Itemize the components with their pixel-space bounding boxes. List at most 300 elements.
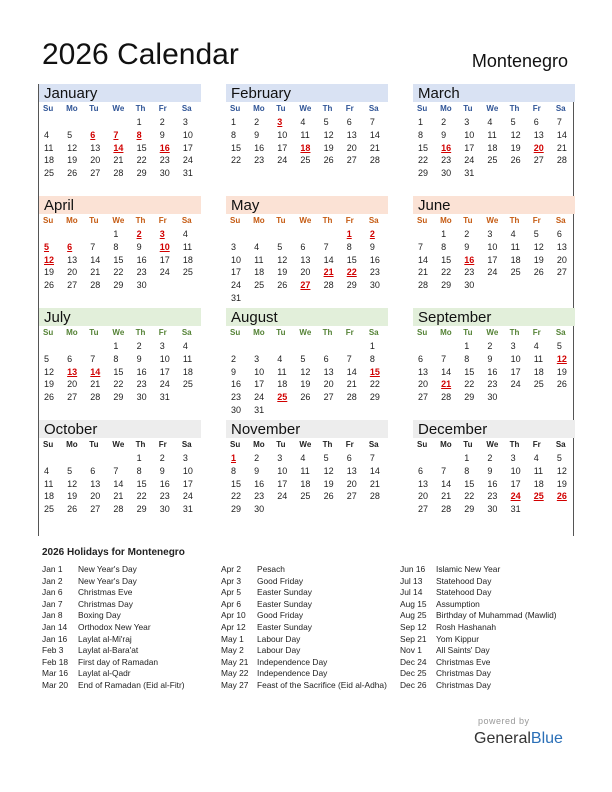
day-cell: 11 [533, 465, 544, 476]
day-cell: 17 [510, 478, 521, 489]
holiday-item [400, 668, 578, 680]
day-cell: 6 [346, 453, 352, 463]
day-cell: 20 [300, 267, 311, 278]
weekday-label: Mo [66, 328, 78, 337]
weekday-label: Su [417, 440, 428, 449]
weekday-label: Tu [89, 216, 99, 225]
weekday-label: Tu [276, 440, 286, 449]
day-grid [39, 452, 201, 516]
day-cell: 29 [346, 280, 357, 291]
day-cell: 21 [113, 491, 124, 502]
day-cell: 21 [369, 478, 380, 489]
day-cell: 17 [464, 142, 475, 153]
day-cell: 11 [300, 465, 310, 476]
day-cell: 28 [369, 155, 380, 166]
holiday-item [400, 576, 578, 588]
day-cell: 28 [441, 504, 452, 515]
holiday-date: Jul 14 [400, 587, 423, 598]
day-cell: 16 [487, 366, 498, 377]
weekday-label: Tu [463, 328, 473, 337]
weekday-label: Su [230, 440, 241, 449]
day-cell: 23 [254, 491, 265, 502]
holiday-item [400, 680, 578, 692]
day-cell: 24 [464, 155, 475, 166]
holiday-name: End of Ramadan (Eid al-Fitr) [78, 679, 185, 690]
weekday-row [413, 214, 575, 228]
month-august [226, 308, 388, 417]
day-cell: 22 [464, 491, 475, 502]
day-cell: 24 [231, 280, 242, 291]
weekday-label: Sa [368, 440, 379, 449]
day-grid [39, 116, 201, 180]
month-october [39, 420, 201, 516]
day-cell: 14 [441, 366, 452, 377]
empty-cell [436, 340, 459, 353]
month-march [413, 84, 575, 180]
holiday-day-cell: 18 [300, 142, 311, 153]
day-cell: 27 [323, 392, 334, 403]
weekday-label: We [299, 328, 312, 337]
day-cell: 25 [487, 155, 498, 166]
day-cell: 15 [464, 366, 475, 377]
day-cell: 6 [418, 353, 424, 364]
day-cell: 9 [369, 241, 375, 252]
holiday-name: Christmas Day [78, 598, 133, 609]
day-cell: 18 [182, 366, 193, 377]
day-cell: 23 [487, 491, 498, 502]
month-may [226, 196, 388, 305]
day-cell: 24 [159, 379, 170, 390]
weekday-label: Mo [253, 216, 265, 225]
day-cell: 15 [231, 142, 242, 153]
weekday-row [226, 102, 388, 116]
day-grid [226, 116, 388, 167]
empty-cell [226, 228, 249, 241]
holiday-name: Laylat al-Mi'raj [78, 633, 132, 644]
day-cell: 22 [113, 379, 124, 390]
empty-cell [108, 116, 131, 129]
day-cell: 13 [346, 129, 357, 140]
day-cell: 5 [44, 353, 50, 364]
day-cell: 7 [90, 353, 96, 364]
day-cell: 24 [254, 392, 265, 403]
holiday-item [221, 576, 399, 588]
holiday-item [42, 657, 220, 669]
day-cell: 16 [254, 142, 265, 153]
holiday-name: Christmas Eve [436, 656, 491, 667]
day-cell: 12 [556, 465, 567, 476]
holiday-date: May 1 [221, 633, 244, 644]
day-cell: 14 [323, 254, 334, 265]
day-cell: 4 [182, 229, 188, 239]
empty-cell [85, 452, 108, 465]
holiday-name: Christmas Day [436, 679, 491, 690]
holiday-day-cell: 3 [277, 117, 283, 127]
day-cell: 27 [346, 155, 357, 166]
day-cell: 11 [44, 478, 54, 489]
day-cell: 5 [323, 117, 329, 127]
month-header: September [413, 308, 575, 326]
day-cell: 10 [510, 465, 521, 476]
day-cell: 1 [418, 117, 424, 127]
day-cell: 2 [487, 341, 493, 351]
day-cell: 25 [300, 491, 311, 502]
day-cell: 25 [182, 379, 193, 390]
weekday-label: Sa [555, 328, 566, 337]
weekday-label: Fr [345, 440, 354, 449]
weekday-label: Fr [345, 104, 354, 113]
weekday-row [39, 326, 201, 340]
holiday-date: Jan 1 [42, 564, 63, 574]
holiday-day-cell: 12 [44, 254, 55, 265]
calendar-grid [38, 84, 574, 536]
day-cell: 13 [67, 254, 78, 265]
empty-cell [62, 116, 85, 129]
holiday-item [400, 634, 578, 646]
day-cell: 17 [159, 254, 170, 265]
weekday-label: Th [322, 104, 333, 113]
holiday-date: Jan 14 [42, 621, 68, 632]
day-cell: 30 [159, 168, 170, 179]
holiday-name: Feast of the Sacrifice (Eid al-Adha) [257, 679, 387, 690]
holiday-item [42, 680, 220, 692]
day-cell: 15 [113, 254, 124, 265]
empty-cell [62, 228, 85, 241]
day-cell: 27 [556, 267, 567, 278]
holiday-day-cell: 12 [556, 353, 567, 364]
empty-cell [85, 228, 108, 241]
day-cell: 4 [182, 341, 188, 351]
holiday-date: Jan 8 [42, 610, 63, 621]
day-cell: 18 [44, 155, 55, 166]
day-cell: 20 [67, 379, 78, 390]
day-cell: 3 [254, 353, 260, 364]
day-cell: 21 [113, 155, 124, 166]
month-september [413, 308, 575, 404]
day-cell: 12 [300, 366, 311, 377]
brand-logo[interactable] [474, 730, 563, 748]
day-cell: 24 [277, 155, 288, 166]
empty-cell [62, 340, 85, 353]
holiday-day-cell: 21 [323, 267, 334, 278]
holiday-name: Orthodox New Year [78, 621, 151, 632]
day-cell: 7 [441, 353, 447, 364]
weekday-label: Tu [463, 216, 473, 225]
day-cell: 5 [323, 453, 329, 463]
weekday-label: We [486, 216, 499, 225]
day-cell: 19 [556, 366, 567, 377]
empty-cell [295, 340, 318, 353]
day-cell: 13 [533, 129, 544, 140]
day-cell: 30 [136, 392, 147, 403]
day-cell: 4 [44, 465, 50, 476]
empty-cell [39, 116, 62, 129]
day-cell: 13 [418, 366, 429, 377]
weekday-row [226, 438, 388, 452]
day-cell: 20 [90, 491, 101, 502]
weekday-label: We [299, 104, 312, 113]
day-cell: 29 [136, 504, 147, 515]
day-cell: 28 [418, 280, 429, 291]
day-cell: 6 [346, 117, 352, 127]
holiday-item [221, 634, 399, 646]
day-cell: 14 [113, 478, 124, 489]
weekday-label: Fr [345, 216, 354, 225]
day-cell: 17 [231, 267, 242, 278]
day-cell: 23 [369, 267, 380, 278]
day-cell: 13 [346, 465, 357, 476]
empty-cell [249, 228, 272, 241]
holiday-date: May 2 [221, 645, 244, 656]
day-cell: 9 [159, 465, 165, 476]
holiday-date: Mar 16 [42, 668, 69, 679]
weekday-label: Su [230, 104, 241, 113]
day-cell: 27 [418, 392, 429, 403]
day-cell: 13 [556, 241, 567, 252]
holiday-day-cell: 13 [67, 366, 78, 377]
holiday-name: Boxing Day [78, 610, 121, 621]
day-cell: 3 [231, 241, 237, 252]
day-cell: 30 [159, 504, 170, 515]
weekday-row [413, 102, 575, 116]
day-cell: 9 [136, 241, 142, 252]
month-january [39, 84, 201, 180]
day-cell: 9 [254, 129, 260, 140]
holiday-date: May 21 [221, 656, 249, 667]
day-cell: 2 [136, 341, 142, 351]
holiday-date: Dec 24 [400, 656, 427, 667]
weekday-label: Sa [181, 104, 192, 113]
day-cell: 7 [556, 117, 562, 127]
holiday-date: Sep 21 [400, 633, 427, 644]
day-cell: 25 [300, 155, 311, 166]
day-cell: 2 [231, 353, 237, 364]
holiday-date: Apr 3 [221, 575, 242, 586]
holiday-day-cell: 7 [113, 129, 119, 140]
day-cell: 2 [254, 453, 260, 463]
day-grid [39, 228, 201, 292]
day-cell: 14 [556, 129, 567, 140]
day-cell: 31 [159, 392, 170, 403]
empty-cell [413, 228, 436, 241]
holiday-date: Jan 7 [42, 598, 63, 609]
day-cell: 21 [556, 142, 567, 153]
holiday-item [221, 587, 399, 599]
holiday-date: Jul 13 [400, 575, 423, 586]
weekday-label: We [486, 104, 499, 113]
day-cell: 31 [510, 504, 521, 515]
day-cell: 31 [182, 168, 193, 179]
day-grid [226, 340, 388, 417]
day-cell: 10 [277, 129, 288, 140]
holiday-item [42, 622, 220, 634]
day-cell: 15 [136, 142, 147, 153]
day-cell: 23 [159, 155, 170, 166]
weekday-label: We [112, 104, 125, 113]
empty-cell [436, 452, 459, 465]
weekday-label: Th [509, 328, 520, 337]
weekday-label: Su [417, 328, 428, 337]
day-cell: 3 [159, 341, 165, 351]
day-cell: 6 [323, 353, 329, 364]
weekday-label: Fr [158, 328, 167, 337]
day-cell: 4 [533, 453, 539, 463]
day-cell: 30 [231, 404, 242, 415]
day-cell: 30 [487, 392, 498, 403]
holiday-item [221, 645, 399, 657]
day-cell: 14 [441, 478, 452, 489]
day-cell: 4 [254, 241, 260, 252]
day-cell: 8 [136, 465, 142, 476]
day-cell: 8 [113, 241, 119, 252]
day-cell: 13 [300, 254, 311, 265]
day-cell: 26 [556, 379, 567, 390]
weekday-label: Mo [66, 440, 78, 449]
day-cell: 7 [369, 117, 375, 127]
brand-blue: Blue [530, 730, 563, 747]
holiday-day-cell: 8 [136, 129, 142, 140]
month-header: February [226, 84, 388, 102]
day-cell: 2 [464, 229, 470, 239]
holiday-day-cell: 2 [136, 229, 142, 239]
weekday-label: Tu [463, 104, 473, 113]
day-cell: 17 [277, 478, 288, 489]
weekday-label: We [112, 440, 125, 449]
weekday-label: Tu [463, 440, 473, 449]
holiday-date: Mar 20 [42, 679, 69, 690]
empty-cell [39, 228, 62, 241]
day-cell: 5 [510, 117, 516, 127]
day-cell: 9 [231, 366, 237, 377]
day-cell: 4 [300, 117, 306, 127]
day-cell: 7 [90, 241, 96, 252]
holiday-name: Easter Sunday [257, 587, 312, 598]
holiday-item [221, 657, 399, 669]
month-header: June [413, 196, 575, 214]
day-cell: 8 [231, 129, 237, 140]
holiday-name: First day of Ramadan [78, 656, 159, 667]
day-cell: 31 [182, 504, 193, 515]
day-cell: 18 [487, 142, 498, 153]
day-cell: 8 [441, 241, 447, 252]
day-cell: 4 [510, 229, 516, 239]
holiday-name: New Year's Day [78, 575, 137, 586]
day-cell: 23 [136, 267, 147, 278]
day-cell: 24 [510, 379, 521, 390]
day-cell: 8 [369, 353, 375, 364]
day-cell: 10 [464, 129, 475, 140]
day-grid [413, 116, 575, 180]
weekday-label: Sa [181, 328, 192, 337]
day-cell: 27 [67, 392, 78, 403]
empty-cell [249, 340, 272, 353]
day-cell: 11 [533, 353, 544, 364]
day-cell: 26 [44, 392, 55, 403]
weekday-label: Th [322, 216, 333, 225]
day-cell: 23 [254, 155, 265, 166]
day-cell: 24 [182, 155, 193, 166]
day-cell: 30 [369, 280, 380, 291]
day-cell: 24 [182, 491, 193, 502]
day-cell: 2 [487, 453, 493, 463]
holiday-date: Feb 18 [42, 656, 69, 667]
day-cell: 20 [418, 379, 429, 390]
weekday-label: We [299, 216, 312, 225]
holiday-column-2 [221, 564, 399, 692]
holiday-date: Dec 26 [400, 679, 427, 690]
day-cell: 29 [113, 392, 124, 403]
day-cell: 11 [182, 241, 193, 252]
day-cell: 20 [346, 142, 357, 153]
day-cell: 5 [277, 241, 283, 252]
day-cell: 4 [300, 453, 306, 463]
day-cell: 8 [418, 129, 424, 140]
weekday-label: Mo [440, 440, 452, 449]
day-cell: 13 [418, 478, 429, 489]
day-cell: 21 [90, 267, 101, 278]
weekday-label: Th [135, 104, 146, 113]
day-cell: 10 [487, 241, 498, 252]
day-cell: 4 [277, 353, 283, 364]
holiday-date: Feb 3 [42, 645, 64, 656]
day-cell: 10 [231, 254, 242, 265]
day-cell: 13 [323, 366, 334, 377]
empty-cell [39, 340, 62, 353]
day-cell: 18 [533, 478, 544, 489]
holiday-day-cell: 6 [90, 129, 96, 140]
holiday-column-1 [42, 564, 220, 692]
holiday-date: Apr 5 [221, 587, 242, 598]
day-cell: 1 [113, 229, 119, 239]
holiday-day-cell: 14 [113, 142, 124, 153]
day-cell: 15 [346, 254, 357, 265]
day-cell: 17 [182, 478, 193, 489]
month-april [39, 196, 201, 292]
day-cell: 18 [44, 491, 55, 502]
day-cell: 2 [441, 117, 447, 127]
day-cell: 25 [182, 267, 193, 278]
holiday-name: Independence Day [257, 656, 328, 667]
weekday-row [413, 326, 575, 340]
day-cell: 8 [231, 465, 237, 476]
empty-cell [108, 452, 131, 465]
day-cell: 28 [90, 392, 101, 403]
day-cell: 20 [418, 491, 429, 502]
day-cell: 11 [254, 254, 264, 265]
holiday-name: Islamic New Year [436, 564, 501, 574]
empty-cell [342, 340, 365, 353]
day-cell: 6 [67, 353, 73, 364]
holiday-day-cell: 3 [159, 229, 165, 239]
day-cell: 16 [136, 366, 147, 377]
holiday-item [221, 564, 399, 576]
holiday-item [400, 657, 578, 669]
day-cell: 11 [182, 353, 193, 364]
day-cell: 11 [487, 129, 497, 140]
month-december [413, 420, 575, 516]
holiday-date: May 22 [221, 668, 249, 679]
day-cell: 15 [136, 478, 147, 489]
day-cell: 26 [67, 504, 78, 515]
weekday-row [39, 214, 201, 228]
holiday-item [400, 599, 578, 611]
holiday-day-cell: 6 [67, 241, 73, 252]
day-cell: 30 [441, 168, 452, 179]
day-cell: 17 [277, 142, 288, 153]
holiday-name: Christmas Eve [78, 587, 133, 598]
day-cell: 5 [67, 129, 73, 140]
empty-cell [272, 228, 295, 241]
